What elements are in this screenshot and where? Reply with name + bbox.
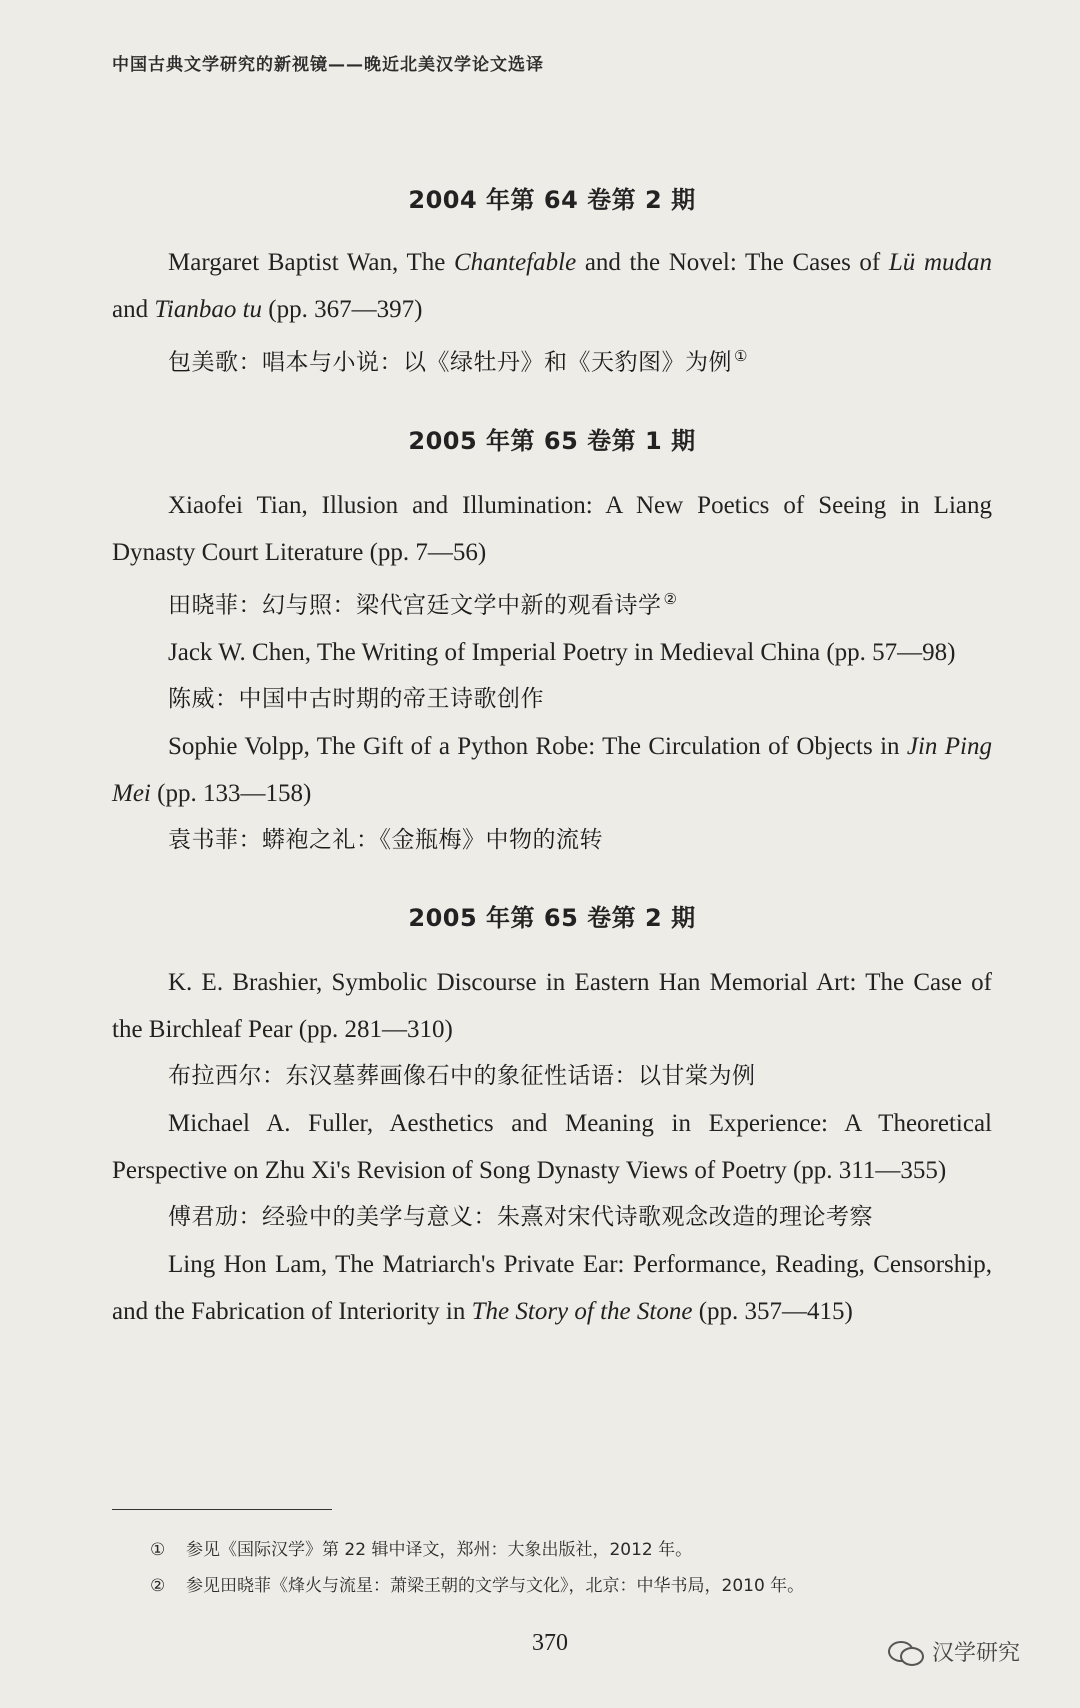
wechat-icon [888,1639,924,1665]
article-title-zh: 陈威：中国中古时期的帝王诗歌创作 [168,686,544,713]
footnote-mark: ② [150,1576,166,1596]
article-title-zh: 袁书菲：蟒袍之礼：《金瓶梅》中物的流转 [168,827,603,854]
article-title-en: K. E. Brashier, Symbolic Discourse in Eastern Han Memorial Art: The Case of the Birchleaf Pear (pp. 281—310) [112,969,992,1044]
running-header: 中国古典文学研究的新视镜——晚近北美汉学论文选译 [112,55,544,75]
article-title-zh: 布拉西尔：东汉墓葬画像石中的象征性话语：以甘棠为例 [168,1063,756,1090]
article-entry [112,1241,992,1335]
article-title-zh: 傅君劢：经验中的美学与意义：朱熹对宋代诗歌观念改造的理论考察 [168,1204,873,1231]
issue-heading: 2005 年第 65 卷第 1 期 [408,426,696,455]
article-title-en: Ling Hon Lam, The Matriarch's Private Ear: Performance, Reading, Censorship, and the Fabrication of Interiority in The Story of the Stone (pp. 357—415) [112,1251,992,1326]
article-entry [112,959,992,1100]
footnote-marker[interactable]: ① [734,347,748,365]
footnote-marker[interactable]: ② [663,589,678,608]
issue-heading: 2004 年第 64 卷第 2 期 [408,186,696,214]
article-title-en: Michael A. Fuller, Aesthetics and Meaning in Experience: A Theoretical Perspective on Zhu Xi's Revision of Song Dynasty Views of Poetry (pp. 311—355) [112,1110,992,1185]
article-title-zh: 田晓菲：幻与照：梁代宫廷文学中新的观看诗学 ② [168,589,678,619]
footnote [150,1568,970,1604]
article-title-zh: 包美歌：唱本与小说：以《绿牡丹》和《天豹图》为例 ① [168,347,748,376]
article-entry [112,1100,992,1241]
footnote-mark: ① [150,1540,166,1560]
article-title-en: Xiaofei Tian, Illusion and Illumination: A New Poetics of Seeing in Liang Dynasty Court Literature (pp. 7—56) [112,491,992,566]
footnote-divider [112,1509,332,1510]
article-title-en: Sophie Volpp, The Gift of a Python Robe: The Circulation of Objects in Jin Ping Mei (pp. 133—158) [112,733,992,808]
article-title-en: Margaret Baptist Wan, The Chantefable and the Novel: The Cases of Lü mudan and Tianbao tu (pp. 367—397) [112,249,993,323]
article-entry [112,723,992,864]
footnote-text: 参见田晓菲《烽火与流星：萧梁王朝的文学与文化》，北京：中华书局，2010 年。 [186,1576,805,1596]
footnotes [150,1532,970,1604]
watermark-text: 汉学研究 [932,1641,1021,1666]
issue-heading: 2005 年第 65 卷第 2 期 [408,904,696,933]
article-entry [112,629,992,723]
footnote-text: 参见《国际汉学》第 22 辑中译文，郑州：大象出版社，2012 年。 [186,1540,693,1560]
footnote [150,1532,970,1568]
article-entry [112,239,992,387]
article-title-en: Jack W. Chen, The Writing of Imperial Poetry in Medieval China (pp. 57—98) [168,639,956,667]
wechat-watermark [888,1636,1020,1667]
article-entry [112,482,992,630]
journal-index-body [112,180,992,1335]
page-number: 370 [532,1630,568,1656]
